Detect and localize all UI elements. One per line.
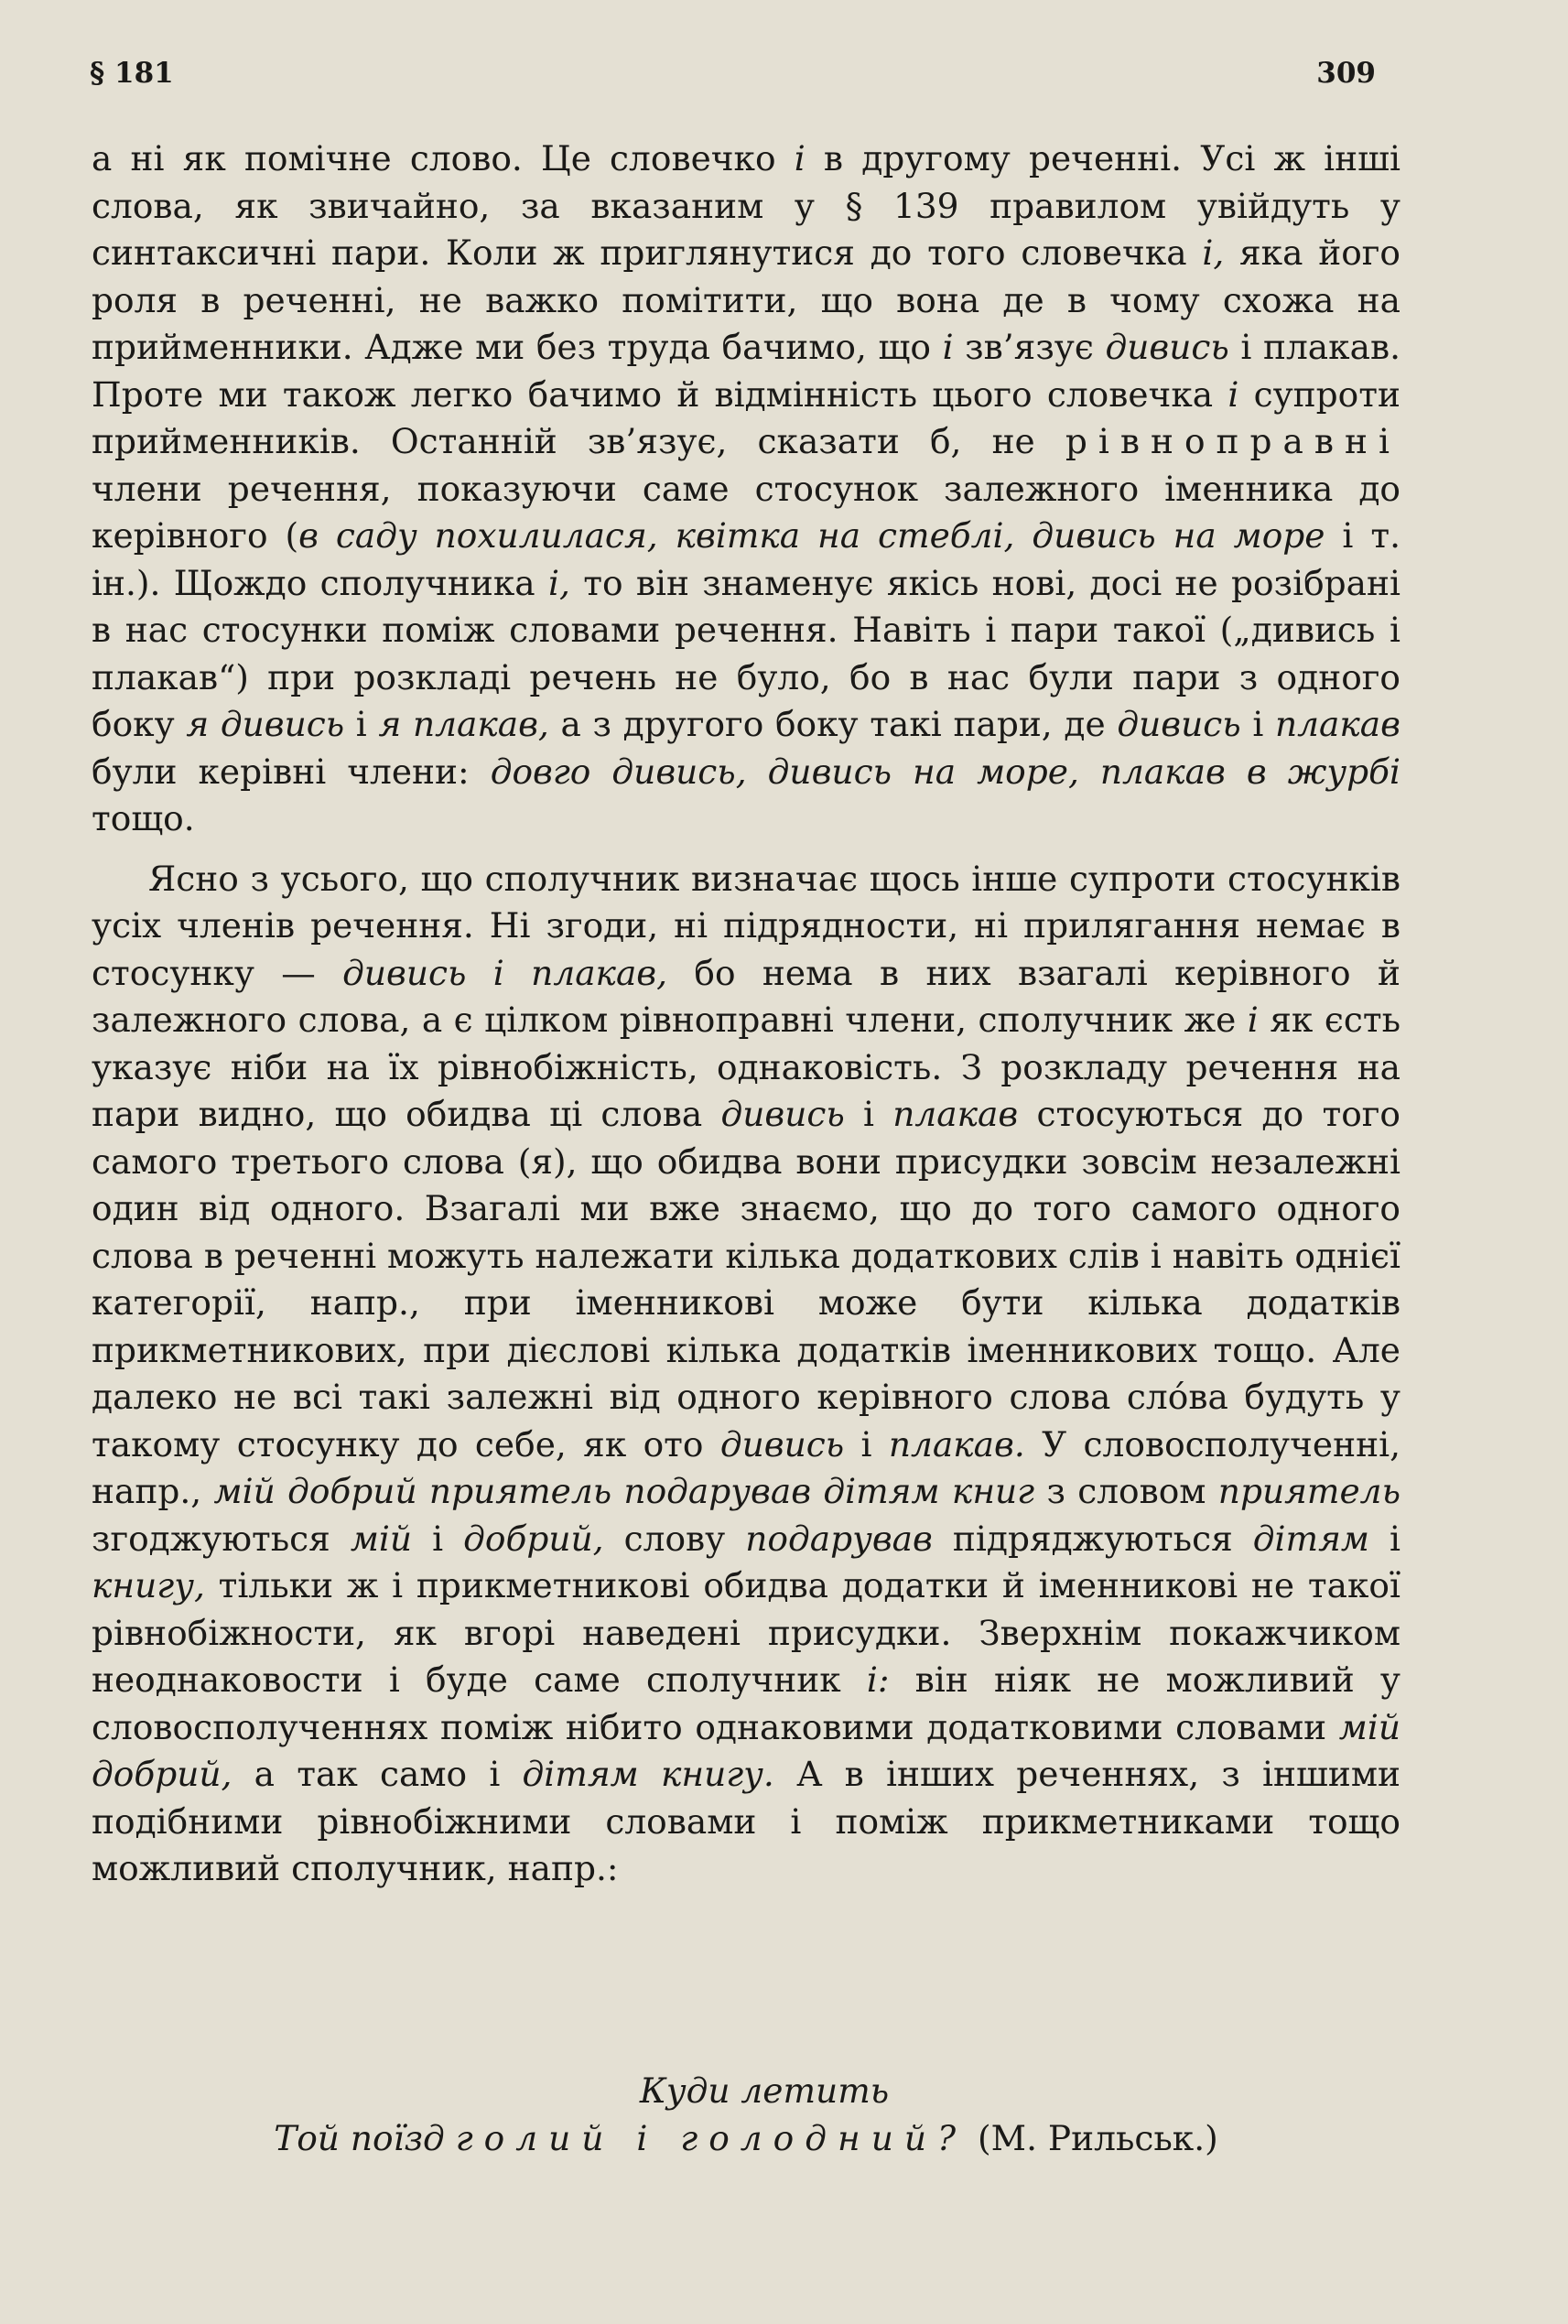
paragraph2-segment: згоджуються	[92, 1518, 351, 1559]
paragraph1-segment: я дивись	[186, 704, 345, 744]
paragraph2-segment: дітям	[1252, 1518, 1369, 1559]
section-number: § 181	[90, 57, 174, 90]
paragraph1-segment: і плакав. Проте ми також легко бачимо й відмінність цього словечка	[92, 327, 1400, 415]
paragraph2-segment: стосуються до того самого третього слова (я), що обидва вони присудки зовсім незалежні один від одного. Взагалі ми вже знаємо, що до того самого одного слова в реченні можуть належати кілька додаткових слів і навіть однієї категорії, напр., при іменникові може бути кілька додатків прикметникових, при дієслові кілька додатків іменникових тощо. Але далеко не всі такі залежні від одного керівного слова сло́ва будуть у такому стосунку до себе, як ото	[92, 1094, 1400, 1465]
paragraph2-segment: мій добрий,	[92, 1706, 1400, 1794]
paragraph2-segment: а так само і	[232, 1754, 523, 1794]
main-text	[92, 135, 1400, 1893]
paragraph1-segment: дивись	[1117, 704, 1241, 744]
paragraph2-segment: він ніяк не можливий у словосполученнях поміж нібито однаковими додатковими словами	[92, 1659, 1400, 1747]
paragraph2-segment: дивись	[720, 1094, 845, 1134]
quote-author: (М. Рильськ.)	[967, 2118, 1218, 2158]
quote-line-2-spaced: голий і голодний?	[455, 2118, 968, 2158]
paragraph1-segment: супроти прийменників. Останній зв’язує, сказати б, не	[92, 373, 1400, 461]
poem-quote	[92, 2067, 1400, 2162]
paragraph2-segment: тільки ж і прикметникові обидва додатки й іменникові не такої рівнобіжности, як вгорі наведені присудки. Зверхнім покажчиком неоднаковости і буде саме сполучник	[92, 1565, 1400, 1700]
paragraph1-segment: рівноправні	[1065, 421, 1400, 461]
paragraph1-segment: і,	[547, 562, 570, 603]
paragraph-1	[92, 135, 1400, 843]
paragraph1-segment: члени речення, показуючи саме стосунок залежного іменника до керівного (	[92, 468, 1400, 556]
paragraph2-segment: добрий,	[463, 1518, 604, 1559]
paragraph1-segment: я плакав,	[378, 704, 549, 744]
paragraph1-segment: і	[794, 138, 806, 178]
paragraph2-segment: А в інших реченнях, з іншими подібними рівнобіжними словами і поміж прикметниками тощо можливий сполучник, напр.:	[92, 1754, 1400, 1888]
paragraph2-segment: бо нема в них взагалі керівного й залежного слова, а є цілком рівноправні члени, сполучник же	[92, 952, 1400, 1040]
paragraph2-segment: і	[1369, 1518, 1401, 1559]
paragraph1-segment: плакав	[1275, 704, 1400, 744]
paragraph2-segment: приятель	[1217, 1471, 1400, 1511]
paragraph2-segment: з словом	[1034, 1471, 1218, 1511]
paragraph2-segment: У словосполученні, напр.,	[92, 1423, 1400, 1511]
paragraph2-segment: дітям книгу.	[522, 1754, 774, 1794]
paragraph1-segment: і	[1240, 704, 1276, 744]
paragraph2-segment: підряджуються	[932, 1518, 1253, 1559]
quote-line-1: Куди летить	[639, 2070, 890, 2111]
paragraph-2	[92, 856, 1400, 1893]
paragraph1-segment: і	[1227, 373, 1239, 415]
paragraph2-segment: дивись і плакав,	[342, 952, 668, 993]
paragraph1-segment: і	[942, 327, 954, 367]
paragraph1-segment: і,	[1202, 232, 1225, 273]
paragraph1-segment: а з другого боку такі пари, де	[548, 704, 1118, 744]
paragraph1-segment: зв’язує	[953, 327, 1106, 367]
paragraph1-segment: дивись	[1105, 327, 1229, 367]
paragraph2-segment: і	[412, 1518, 464, 1559]
paragraph1-segment: яка його роля в реченні, не важко помітити, що вона де в чому схожа на прийменники. Адже ми без труда бачимо, що	[92, 232, 1400, 367]
paragraph2-segment: книгу,	[92, 1565, 205, 1605]
page-number: 309	[1316, 57, 1376, 90]
paragraph2-segment: слову	[603, 1518, 746, 1559]
paragraph2-segment: Ясно з усього, що сполучник визначає щось інше супроти стосунків усіх членів речення. Ні згоди, ні підрядности, ні прилягання немає в стосунку —	[92, 858, 1400, 993]
paragraph2-segment: подарував	[745, 1518, 933, 1559]
paragraph2-segment: як єсть указує ніби на їх рівнобіжність, однаковість. З розкладу речення на пари видно, що обидва ці слова	[92, 1000, 1400, 1134]
paragraph2-segment: плакав	[892, 1094, 1019, 1134]
paragraph2-segment: дивись	[719, 1423, 845, 1465]
paragraph1-segment: а ні як помічне слово. Це словечко	[92, 138, 795, 178]
paragraph1-segment: в саду похилилася, квітка на стеблі, дивись на море	[298, 515, 1325, 556]
paragraph2-segment: і	[844, 1423, 889, 1465]
paragraph2-segment: і	[844, 1094, 893, 1134]
paragraph1-segment: і т. ін.). Щождо сполучника	[92, 515, 1400, 603]
paragraph2-segment: мій	[350, 1518, 413, 1559]
quote-line-2-start: Той поїзд	[274, 2118, 456, 2158]
paragraph1-segment: то він знаменує якісь нові, досі не розібрані в нас стосунки поміж словами речення. Навіть і пари такої („дивись і плакав“) при розкладі речень не було, бо в нас були пари з одного боку	[92, 562, 1400, 744]
paragraph1-segment: в другому реченні. Усі ж інші слова, як звичайно, за вказаним у § 139 правилом увійдуть у синтаксичні пари. Коли ж приглянутися до того словечка	[92, 138, 1400, 273]
paragraph2-segment: плакав.	[888, 1423, 1025, 1465]
paragraph1-segment: і	[344, 704, 379, 744]
paragraph1-segment: тощо.	[92, 798, 195, 838]
paragraph2-segment: і:	[866, 1659, 890, 1700]
quote-line-2	[92, 2114, 1400, 2162]
paragraph1-segment: довго дивись, дивись на море, плакав в журбі	[490, 751, 1400, 792]
paragraph1-segment: були керівні члени:	[92, 751, 491, 792]
paragraph2-segment: і	[1247, 1000, 1259, 1040]
paragraph2-segment: мій добрий приятель подарував дітям книг	[213, 1471, 1035, 1511]
